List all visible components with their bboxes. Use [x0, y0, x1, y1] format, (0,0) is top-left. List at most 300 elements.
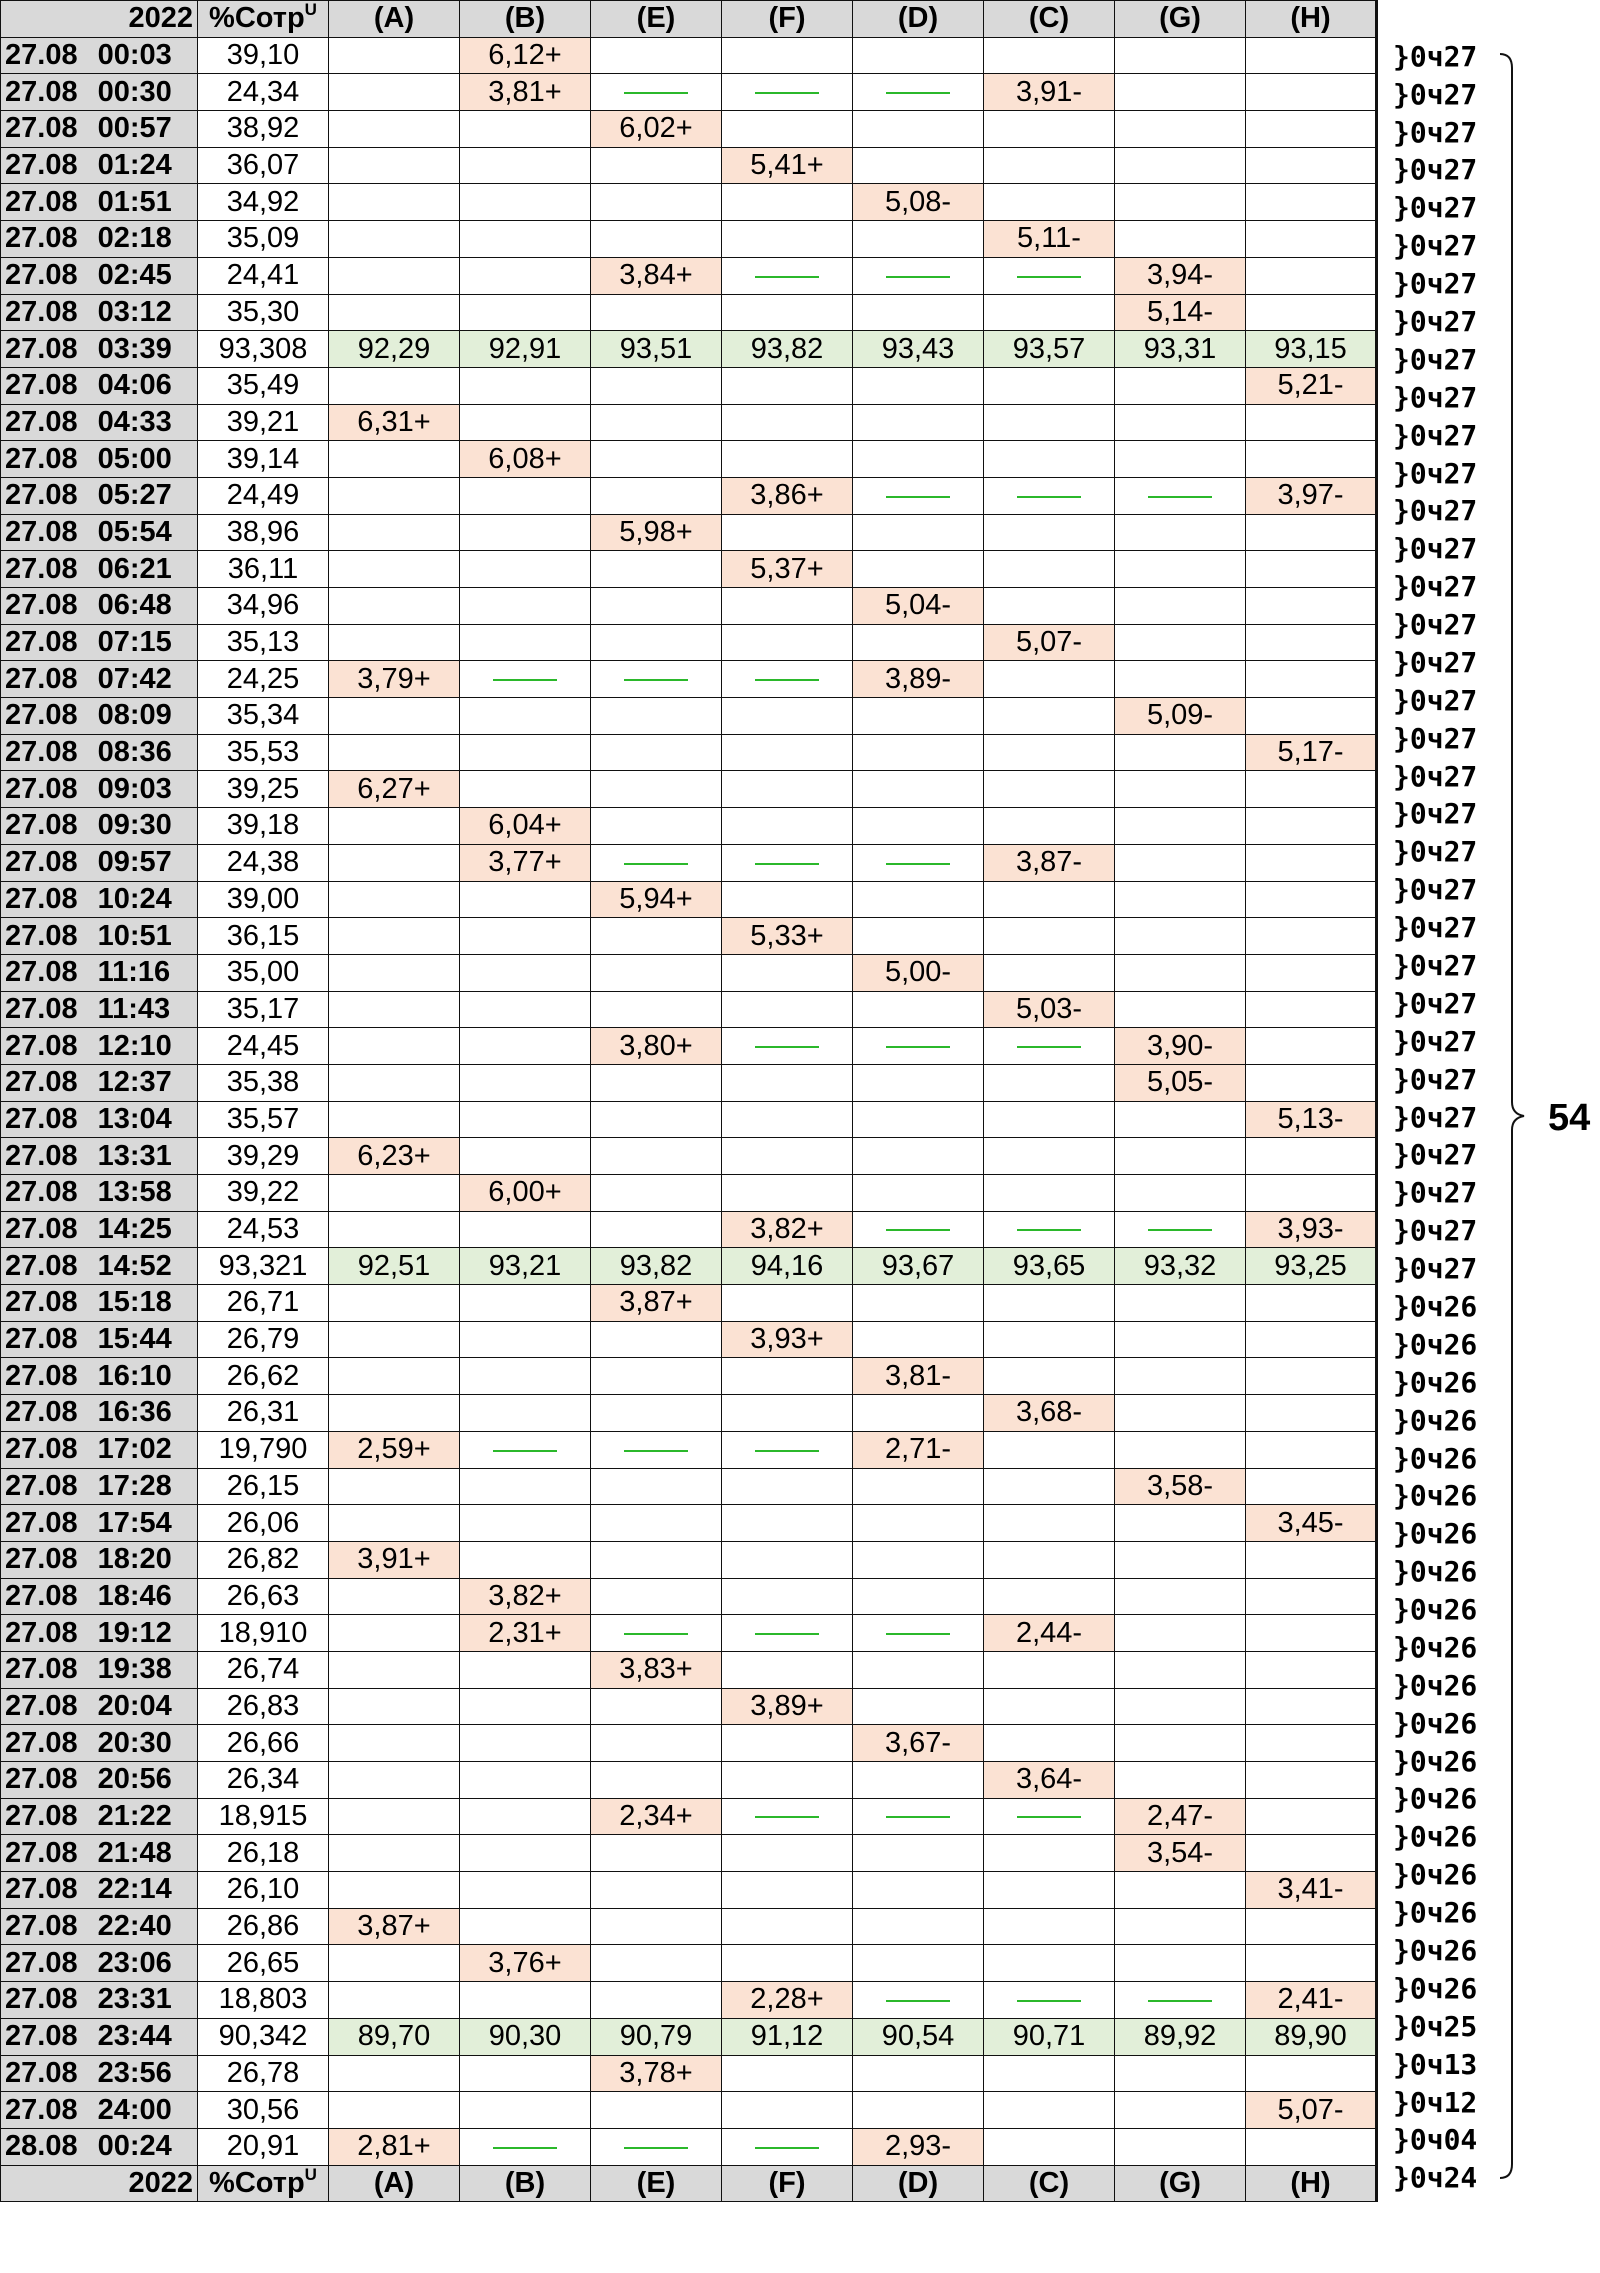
row-time: 18:46: [97, 1579, 172, 1612]
table-row: [1, 1248, 1387, 1285]
row-cell: [853, 1028, 984, 1065]
row-percent: 35,53: [198, 734, 329, 771]
row-percent: 26,34: [198, 1762, 329, 1799]
table-row: [1, 698, 1387, 735]
duration-label: }0ч27: [1393, 418, 1478, 452]
row-cell: [591, 1982, 722, 2019]
row-cell: [1115, 1908, 1246, 1945]
row-cell: [984, 1138, 1115, 1175]
header-row-bottom: [1, 2165, 1387, 2202]
table-row: [1, 1028, 1387, 1065]
row-cell: [1246, 1468, 1377, 1505]
table-edge: [1377, 881, 1387, 918]
table-row: [1, 1101, 1387, 1138]
row-cell: [853, 441, 984, 478]
row-cell: [329, 1725, 460, 1762]
row-cell: [460, 1798, 591, 1835]
row-time: 21:48: [97, 1836, 172, 1869]
table-edge: [1377, 1872, 1387, 1909]
table-edge: [1377, 367, 1387, 404]
table-edge: [1377, 441, 1387, 478]
row-cell: [853, 734, 984, 771]
row-cell: [1246, 514, 1377, 551]
row-cell: [984, 257, 1115, 294]
row-cell: 93,82: [591, 1248, 722, 1285]
row-cell: [853, 1835, 984, 1872]
row-date: 27.08: [5, 1176, 78, 1209]
header-col: (H): [1246, 2165, 1377, 2202]
row-percent: 35,30: [198, 294, 329, 331]
row-cell: [722, 2055, 853, 2092]
row-date: 27.08: [5, 1213, 78, 1246]
row-cell: [460, 551, 591, 588]
row-datetime: [1, 1285, 198, 1322]
row-cell: 2,28+: [722, 1982, 853, 2019]
row-cell: [1115, 991, 1246, 1028]
row-cell: [591, 1321, 722, 1358]
row-date: 27.08: [5, 369, 78, 402]
dash-mark: [755, 2147, 819, 2149]
row-date: 27.08: [5, 479, 78, 512]
row-cell: [722, 184, 853, 221]
row-cell: [460, 991, 591, 1028]
table-row: [1, 1211, 1387, 1248]
duration-label: }0ч27: [1393, 1100, 1478, 1134]
row-cell: [984, 2128, 1115, 2165]
row-datetime: [1, 1578, 198, 1615]
row-cell: 2,59+: [329, 1431, 460, 1468]
row-cell: [1115, 2128, 1246, 2165]
row-cell: [984, 1468, 1115, 1505]
row-datetime: [1, 294, 198, 331]
dash-mark: [755, 1450, 819, 1452]
row-cell: [460, 1872, 591, 1909]
row-cell: 90,79: [591, 2018, 722, 2055]
row-datetime: [1, 1651, 198, 1688]
row-cell: 5,37+: [722, 551, 853, 588]
row-cell: [1246, 808, 1377, 845]
row-cell: [1115, 1138, 1246, 1175]
row-cell: [722, 111, 853, 148]
row-cell: [460, 367, 591, 404]
row-time: 19:38: [97, 1653, 172, 1686]
row-percent: 38,96: [198, 514, 329, 551]
row-time: 23:56: [97, 2056, 172, 2089]
row-datetime: [1, 367, 198, 404]
row-cell: 93,25: [1246, 1248, 1377, 1285]
row-cell: [853, 2055, 984, 2092]
row-cell: [1115, 441, 1246, 478]
total-value: 54: [1548, 1097, 1591, 1139]
row-date: 27.08: [5, 1836, 78, 1869]
row-datetime: [1, 2128, 198, 2165]
row-cell: [1246, 1835, 1377, 1872]
dash-mark: [493, 2147, 557, 2149]
row-cell: [853, 1395, 984, 1432]
duration-label: }0ч26: [1393, 1555, 1478, 1589]
row-cell: [591, 771, 722, 808]
row-cell: 93,82: [722, 331, 853, 368]
duration-label: }0ч26: [1393, 1820, 1478, 1854]
row-cell: 5,17-: [1246, 734, 1377, 771]
duration-label: }0ч27: [1393, 608, 1478, 642]
table-edge: [1377, 734, 1387, 771]
row-cell: [984, 1835, 1115, 1872]
table-row: [1, 2055, 1387, 2092]
row-percent: 35,57: [198, 1101, 329, 1138]
row-cell: [329, 1395, 460, 1432]
row-cell: [722, 2092, 853, 2129]
row-cell: [984, 918, 1115, 955]
row-cell: [853, 881, 984, 918]
row-cell: [722, 1872, 853, 1909]
table-row: [1, 1285, 1387, 1322]
row-time: 14:52: [97, 1249, 172, 1282]
row-cell: 3,91-: [984, 74, 1115, 111]
row-cell: [984, 2055, 1115, 2092]
row-datetime: [1, 1468, 198, 1505]
row-cell: [853, 1762, 984, 1799]
row-cell: 3,41-: [1246, 1872, 1377, 1909]
dash-mark: [886, 2000, 950, 2002]
row-cell: [853, 221, 984, 258]
row-cell: [591, 221, 722, 258]
header-percent-sup: U: [304, 2165, 317, 2184]
row-cell: 5,33+: [722, 918, 853, 955]
row-cell: [1115, 477, 1246, 514]
row-datetime: [1, 1431, 198, 1468]
row-cell: 5,03-: [984, 991, 1115, 1028]
row-cell: [1246, 184, 1377, 221]
table-row: [1, 294, 1387, 331]
row-date: 27.08: [5, 1653, 78, 1686]
row-cell: 6,02+: [591, 111, 722, 148]
row-time: 24:00: [97, 2093, 172, 2126]
row-cell: [722, 514, 853, 551]
row-datetime: [1, 1505, 198, 1542]
row-cell: [984, 1798, 1115, 1835]
row-cell: [329, 367, 460, 404]
table-edge: [1377, 991, 1387, 1028]
row-cell: [984, 551, 1115, 588]
row-cell: [1246, 1358, 1377, 1395]
row-percent: 39,14: [198, 441, 329, 478]
row-date: 27.08: [5, 222, 78, 255]
row-cell: [591, 698, 722, 735]
row-cell: [591, 1505, 722, 1542]
row-date: 27.08: [5, 1506, 78, 1539]
row-time: 16:36: [97, 1396, 172, 1429]
row-date: 27.08: [5, 1763, 78, 1796]
row-cell: [984, 147, 1115, 184]
table-edge: [1377, 74, 1387, 111]
row-time: 20:56: [97, 1763, 172, 1796]
table-row: [1, 1175, 1387, 1212]
row-cell: 89,70: [329, 2018, 460, 2055]
row-time: 06:48: [97, 589, 172, 622]
table-row: [1, 734, 1387, 771]
row-datetime: [1, 2055, 198, 2092]
duration-label: }0ч26: [1393, 1327, 1478, 1361]
row-cell: [329, 588, 460, 625]
row-cell: [591, 588, 722, 625]
table-edge: [1377, 1615, 1387, 1652]
row-cell: [984, 588, 1115, 625]
row-cell: [1115, 1725, 1246, 1762]
row-cell: [460, 588, 591, 625]
dash-mark: [1017, 496, 1081, 498]
row-cell: 3,77+: [460, 844, 591, 881]
row-cell: [329, 1028, 460, 1065]
row-cell: [329, 918, 460, 955]
row-datetime: [1, 331, 198, 368]
row-time: 12:10: [97, 1029, 172, 1062]
row-cell: [853, 294, 984, 331]
duration-label: }0ч27: [1393, 683, 1478, 717]
duration-label: }0ч26: [1393, 1858, 1478, 1892]
row-cell: [1115, 37, 1246, 74]
row-time: 22:40: [97, 1910, 172, 1943]
duration-label: }0ч26: [1393, 1365, 1478, 1399]
row-time: 20:04: [97, 1689, 172, 1722]
row-cell: [853, 74, 984, 111]
row-time: 13:58: [97, 1176, 172, 1209]
row-cell: 6,08+: [460, 441, 591, 478]
row-cell: [853, 37, 984, 74]
row-percent: 18,915: [198, 1798, 329, 1835]
duration-label: }0ч27: [1393, 1252, 1478, 1286]
table-row: [1, 588, 1387, 625]
dash-mark: [886, 1816, 950, 1818]
row-percent: 35,00: [198, 954, 329, 991]
table-row: [1, 1688, 1387, 1725]
duration-label: }0ч27: [1393, 39, 1478, 73]
row-datetime: [1, 1358, 198, 1395]
row-datetime: [1, 1064, 198, 1101]
row-cell: 6,23+: [329, 1138, 460, 1175]
row-date: 27.08: [5, 809, 78, 842]
duration-label: }0ч26: [1393, 1706, 1478, 1740]
row-time: 18:20: [97, 1543, 172, 1576]
table-row: [1, 1762, 1387, 1799]
row-cell: [1115, 771, 1246, 808]
dash-mark: [493, 679, 557, 681]
row-datetime: [1, 514, 198, 551]
row-cell: 3,89-: [853, 661, 984, 698]
row-cell: [329, 477, 460, 514]
row-date: 27.08: [5, 1433, 78, 1466]
table-row: [1, 551, 1387, 588]
table-edge: [1377, 331, 1387, 368]
duration-label: }0ч26: [1393, 1744, 1478, 1778]
duration-label: }0ч27: [1393, 645, 1478, 679]
table-edge: [1377, 2055, 1387, 2092]
row-cell: [722, 588, 853, 625]
row-cell: [329, 1468, 460, 1505]
row-cell: [853, 1101, 984, 1138]
row-cell: 2,34+: [591, 1798, 722, 1835]
row-date: 27.08: [5, 112, 78, 145]
duration-label: }0ч27: [1393, 986, 1478, 1020]
row-datetime: [1, 1028, 198, 1065]
row-cell: [460, 661, 591, 698]
row-cell: [460, 954, 591, 991]
row-cell: [1115, 147, 1246, 184]
table-edge: [1377, 1798, 1387, 1835]
row-cell: [591, 1688, 722, 1725]
row-cell: [591, 1762, 722, 1799]
row-cell: [591, 1945, 722, 1982]
row-cell: [722, 844, 853, 881]
row-datetime: [1, 881, 198, 918]
row-cell: [460, 514, 591, 551]
row-datetime: [1, 624, 198, 661]
row-cell: 93,51: [591, 331, 722, 368]
row-cell: [460, 184, 591, 221]
row-percent: 19,790: [198, 1431, 329, 1468]
table-edge: [1377, 624, 1387, 661]
row-cell: [460, 918, 591, 955]
row-date: 27.08: [5, 772, 78, 805]
row-cell: [722, 661, 853, 698]
row-date: 27.08: [5, 1139, 78, 1172]
duration-label: }0ч27: [1393, 153, 1478, 187]
row-cell: [853, 624, 984, 661]
row-cell: 90,30: [460, 2018, 591, 2055]
row-cell: [329, 698, 460, 735]
header-col: (E): [591, 2165, 722, 2202]
row-datetime: [1, 954, 198, 991]
row-cell: 93,15: [1246, 331, 1377, 368]
duration-label: }0ч25: [1393, 2009, 1478, 2043]
row-cell: [1115, 1982, 1246, 2019]
row-cell: [853, 2092, 984, 2129]
row-cell: [460, 257, 591, 294]
row-cell: [460, 147, 591, 184]
row-cell: 90,54: [853, 2018, 984, 2055]
row-cell: [460, 1358, 591, 1395]
duration-label: }0ч26: [1393, 1933, 1478, 1967]
row-cell: [329, 1762, 460, 1799]
table-row: [1, 111, 1387, 148]
row-percent: 26,82: [198, 1541, 329, 1578]
table-row: [1, 1395, 1387, 1432]
table-row: [1, 184, 1387, 221]
table-edge: [1377, 1762, 1387, 1799]
row-cell: 2,47-: [1115, 1798, 1246, 1835]
row-cell: 93,43: [853, 331, 984, 368]
duration-label: }0ч27: [1393, 873, 1478, 907]
row-percent: 35,13: [198, 624, 329, 661]
row-percent: 26,06: [198, 1505, 329, 1542]
dash-mark: [1017, 1816, 1081, 1818]
row-cell: [984, 881, 1115, 918]
table-row: [1, 331, 1387, 368]
row-cell: [591, 2128, 722, 2165]
table-row: [1, 147, 1387, 184]
row-cell: [591, 404, 722, 441]
row-cell: [1115, 367, 1246, 404]
row-cell: [1246, 1138, 1377, 1175]
row-cell: [1246, 1688, 1377, 1725]
row-time: 06:21: [97, 552, 172, 585]
row-date: 27.08: [5, 1579, 78, 1612]
row-cell: 3,87-: [984, 844, 1115, 881]
row-cell: 5,08-: [853, 184, 984, 221]
row-time: 22:14: [97, 1873, 172, 1906]
row-cell: [329, 1358, 460, 1395]
table-edge: [1377, 1285, 1387, 1322]
row-date: 27.08: [5, 295, 78, 328]
row-cell: [1246, 1798, 1377, 1835]
row-cell: 3,89+: [722, 1688, 853, 1725]
row-time: 08:09: [97, 699, 172, 732]
row-cell: [722, 698, 853, 735]
row-cell: [1115, 844, 1246, 881]
row-cell: [460, 1395, 591, 1432]
row-cell: 6,12+: [460, 37, 591, 74]
row-percent: 93,308: [198, 331, 329, 368]
row-cell: [329, 1982, 460, 2019]
row-cell: [329, 184, 460, 221]
row-time: 19:12: [97, 1616, 172, 1649]
row-cell: [591, 844, 722, 881]
row-time: 07:15: [97, 626, 172, 659]
row-datetime: [1, 588, 198, 625]
row-cell: [460, 881, 591, 918]
row-cell: [984, 404, 1115, 441]
row-cell: 94,16: [722, 1248, 853, 1285]
row-percent: 39,18: [198, 808, 329, 845]
header-percent-label: %Сотр: [209, 2, 305, 35]
row-cell: [1115, 1175, 1246, 1212]
row-cell: [1115, 1688, 1246, 1725]
row-cell: [591, 477, 722, 514]
row-cell: [460, 1138, 591, 1175]
row-cell: [853, 147, 984, 184]
row-cell: [984, 661, 1115, 698]
row-datetime: [1, 1175, 198, 1212]
row-date: 27.08: [5, 259, 78, 292]
row-cell: [329, 514, 460, 551]
row-cell: [591, 441, 722, 478]
row-cell: [460, 1101, 591, 1138]
row-cell: [591, 1431, 722, 1468]
row-cell: [853, 404, 984, 441]
row-cell: [329, 954, 460, 991]
dash-mark: [886, 1229, 950, 1231]
table-edge: [1377, 1, 1387, 38]
row-cell: [460, 1505, 591, 1542]
row-cell: [984, 1028, 1115, 1065]
row-cell: [984, 441, 1115, 478]
row-percent: 93,321: [198, 1248, 329, 1285]
row-cell: [984, 954, 1115, 991]
row-date: 27.08: [5, 515, 78, 548]
row-cell: [853, 257, 984, 294]
table-edge: [1377, 1431, 1387, 1468]
table-row: [1, 1541, 1387, 1578]
row-cell: [591, 734, 722, 771]
duration-label: }0ч12: [1393, 2085, 1478, 2119]
duration-label: }0ч26: [1393, 1668, 1478, 1702]
row-cell: [722, 74, 853, 111]
row-percent: 39,22: [198, 1175, 329, 1212]
row-cell: [329, 1321, 460, 1358]
row-percent: 24,38: [198, 844, 329, 881]
row-cell: [853, 1505, 984, 1542]
row-cell: [984, 2092, 1115, 2129]
